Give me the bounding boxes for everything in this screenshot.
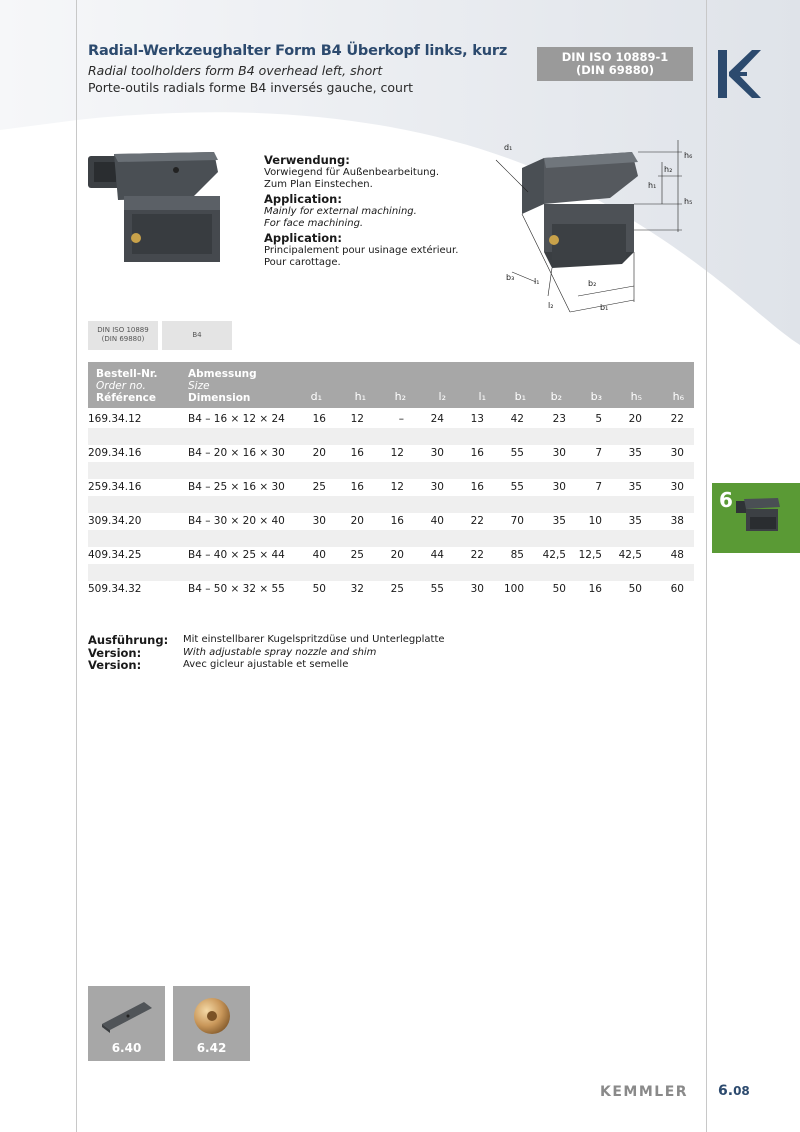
- row-separator: [88, 462, 694, 479]
- value-cell: 20: [628, 413, 642, 425]
- order-number: 509.34.32: [88, 583, 142, 595]
- value-cell: 42,5: [542, 549, 566, 561]
- din-line-2: (DIN 69880): [576, 63, 654, 77]
- value-cell: 20: [390, 549, 404, 561]
- value-cell: 35: [628, 447, 642, 459]
- value-cell: 55: [510, 481, 524, 493]
- value-cell: 30: [470, 583, 484, 595]
- header-col-l1: l₁: [478, 390, 486, 403]
- usage-text-en-1: Mainly for external machining.: [264, 206, 417, 217]
- value-cell: 16: [390, 515, 404, 527]
- value-cell: 30: [312, 515, 326, 527]
- value-cell: 22: [670, 413, 684, 425]
- order-number: 209.34.16: [88, 447, 142, 459]
- dimension-designation: B4 – 50 × 32 × 55: [188, 583, 285, 595]
- value-cell: 30: [430, 447, 444, 459]
- row-separator: [88, 428, 694, 445]
- value-cell: 55: [510, 447, 524, 459]
- value-cell: 30: [670, 481, 684, 493]
- din-standard-badge: [537, 47, 693, 81]
- dimension-drawing: [482, 132, 702, 332]
- value-cell: 50: [552, 583, 566, 595]
- usage-text-en-2: For face machining.: [264, 218, 364, 229]
- table-row: [88, 411, 694, 428]
- accessory-ref-6-40: 6.40: [111, 1041, 142, 1055]
- accessory-shim-card[interactable]: [88, 986, 165, 1061]
- section-number: 6: [719, 488, 733, 512]
- toolholder-photo: [84, 142, 232, 282]
- usage-heading-de: Verwendung:: [264, 153, 350, 167]
- table-row: [88, 581, 694, 598]
- value-cell: 60: [670, 583, 684, 595]
- value-cell: 70: [510, 515, 524, 527]
- page-title-de: Radial-Werkzeughalter Form B4 Überkopf links, kurz: [88, 43, 508, 59]
- version-label-en: Version:: [88, 645, 142, 660]
- value-cell: 44: [430, 549, 444, 561]
- drawing-label-h1: h₁: [648, 181, 657, 190]
- kemmler-k-logo: [716, 48, 762, 100]
- header-order-fr: Référence: [96, 392, 157, 404]
- value-cell: 12: [390, 481, 404, 493]
- order-number: 259.34.16: [88, 481, 142, 493]
- value-cell: 40: [430, 515, 444, 527]
- value-cell: 5: [595, 413, 602, 425]
- tab-toolholder-icon: [732, 495, 784, 537]
- value-cell: 25: [350, 549, 364, 561]
- value-cell: 32: [350, 583, 364, 595]
- norm-line-1: DIN ISO 10889: [97, 326, 149, 334]
- dimension-designation: B4 – 20 × 16 × 30: [188, 447, 285, 459]
- value-cell: 30: [552, 447, 566, 459]
- usage-text-block: [264, 152, 494, 269]
- value-cell: 85: [510, 549, 524, 561]
- form-box: B4: [162, 321, 232, 350]
- drawing-label-h6: h₆: [684, 151, 693, 160]
- value-cell: –: [398, 413, 404, 425]
- value-cell: 42,5: [618, 549, 642, 561]
- header-col-h6: h₆: [672, 390, 684, 403]
- table-row: [88, 513, 694, 530]
- value-cell: 16: [470, 481, 484, 493]
- table-header: [88, 362, 694, 408]
- drawing-label-d1: d₁: [504, 143, 513, 152]
- dimension-designation: B4 – 30 × 20 × 40: [188, 515, 285, 527]
- header-col-l2: l₂: [438, 390, 446, 403]
- drawing-label-h2: h₂: [664, 165, 673, 174]
- value-cell: 7: [595, 481, 602, 493]
- norm-box: [88, 321, 158, 350]
- version-label-de: Ausführung:: [88, 633, 169, 647]
- right-margin-line: [706, 0, 707, 1132]
- value-cell: 16: [470, 447, 484, 459]
- value-cell: 35: [628, 515, 642, 527]
- accessory-ref-6-42: 6.42: [196, 1041, 227, 1055]
- value-cell: 13: [470, 413, 484, 425]
- value-cell: 12: [350, 413, 364, 425]
- drawing-label-b1: b₁: [600, 303, 609, 312]
- shim-icon: [98, 996, 156, 1036]
- value-cell: 25: [390, 583, 404, 595]
- table-row: [88, 445, 694, 462]
- spray-nozzle-ball-icon: [189, 992, 235, 1038]
- page-number-main: 6.: [718, 1083, 734, 1099]
- value-cell: 7: [595, 447, 602, 459]
- value-cell: 12,5: [578, 549, 602, 561]
- drawing-label-l2: l₂: [548, 301, 554, 310]
- usage-heading-fr: Application:: [264, 231, 342, 245]
- value-cell: 20: [312, 447, 326, 459]
- header-col-h1: h₁: [354, 390, 366, 403]
- value-cell: 35: [628, 481, 642, 493]
- header-col-b1: b₁: [514, 390, 526, 403]
- value-cell: 30: [552, 481, 566, 493]
- table-row: [88, 479, 694, 496]
- dimension-designation: B4 – 40 × 25 × 44: [188, 549, 285, 561]
- value-cell: 10: [588, 515, 602, 527]
- value-cell: 16: [588, 583, 602, 595]
- header-dim-de: Abmessung: [188, 368, 257, 380]
- dimension-designation: B4 – 16 × 12 × 24: [188, 413, 285, 425]
- usage-text-de-2: Zum Plan Einstechen.: [264, 179, 373, 190]
- norm-line-2: (DIN 69880): [101, 335, 145, 343]
- accessory-nozzle-card[interactable]: [173, 986, 250, 1061]
- value-cell: 100: [503, 583, 524, 595]
- usage-text-fr-1: Principalement pour usinage extérieur.: [264, 245, 459, 256]
- value-cell: 23: [552, 413, 566, 425]
- page-number-sub: 08: [733, 1084, 750, 1098]
- row-separator: [88, 530, 694, 547]
- drawing-label-l1: l₁: [534, 277, 540, 286]
- left-margin-line: [76, 0, 77, 1132]
- version-text-en: With adjustable spray nozzle and shim: [183, 646, 377, 658]
- header-col-d1: d₁: [310, 390, 322, 403]
- value-cell: 30: [670, 447, 684, 459]
- value-cell: 30: [430, 481, 444, 493]
- footer-brand: KEMMLER: [600, 1084, 689, 1100]
- drawing-label-h5: h₅: [684, 197, 693, 206]
- value-cell: 22: [470, 549, 484, 561]
- header-col-b2: b₂: [550, 390, 562, 403]
- usage-text-de-1: Vorwiegend für Außenbearbeitung.: [264, 167, 440, 178]
- version-label-fr: Version:: [88, 658, 142, 672]
- order-number: 169.34.12: [88, 413, 142, 425]
- dimension-designation: B4 – 25 × 16 × 30: [188, 481, 285, 493]
- header-col-h5: h₅: [630, 390, 642, 403]
- row-separator: [88, 496, 694, 513]
- value-cell: 16: [312, 413, 326, 425]
- header-dim-fr: Dimension: [188, 392, 251, 404]
- page-number: [718, 1083, 750, 1099]
- table-row: [88, 547, 694, 564]
- value-cell: 48: [670, 549, 684, 561]
- value-cell: 25: [312, 481, 326, 493]
- page-title-fr: Porte-outils radials forme B4 inversés gauche, court: [88, 80, 413, 95]
- value-cell: 20: [350, 515, 364, 527]
- value-cell: 50: [312, 583, 326, 595]
- header-col-b3: b₃: [590, 390, 602, 403]
- usage-text-fr-2: Pour carottage.: [264, 257, 341, 268]
- value-cell: 12: [390, 447, 404, 459]
- value-cell: 24: [430, 413, 444, 425]
- header-order-de: Bestell-Nr.: [96, 368, 158, 380]
- version-text-fr: Avec gicleur ajustable et semelle: [183, 659, 349, 670]
- page-title-en: Radial toolholders form B4 overhead left, short: [88, 63, 383, 78]
- drawing-label-b2: b₂: [588, 279, 597, 288]
- value-cell: 42: [510, 413, 524, 425]
- value-cell: 22: [470, 515, 484, 527]
- drawing-label-b3: b₃: [506, 273, 515, 282]
- value-cell: 16: [350, 447, 364, 459]
- header-dim-en: Size: [188, 380, 210, 392]
- order-number: 409.34.25: [88, 549, 142, 561]
- value-cell: 55: [430, 583, 444, 595]
- header-order-en: Order no.: [96, 380, 146, 392]
- value-cell: 40: [312, 549, 326, 561]
- din-line-1: DIN ISO 10889-1: [561, 50, 669, 64]
- header-col-h2: h₂: [394, 390, 406, 403]
- row-separator: [88, 564, 694, 581]
- value-cell: 50: [628, 583, 642, 595]
- usage-heading-en: Application:: [264, 192, 342, 206]
- value-cell: 38: [670, 515, 684, 527]
- order-number: 309.34.20: [88, 515, 142, 527]
- version-text-de: Mit einstellbarer Kugelspritzdüse und Unterlegplatte: [183, 634, 445, 645]
- value-cell: 16: [350, 481, 364, 493]
- value-cell: 35: [552, 515, 566, 527]
